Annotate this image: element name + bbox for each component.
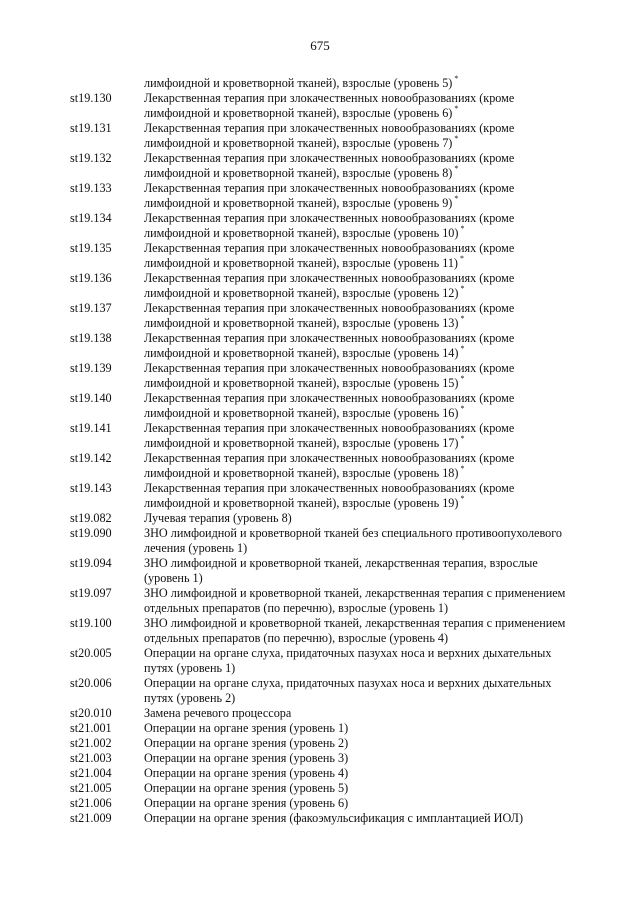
list-item: [70, 421, 600, 451]
list-item: [70, 121, 600, 151]
entry-description: [144, 151, 600, 181]
description-line: [144, 736, 600, 751]
list-item: [70, 211, 600, 241]
entry-description: [144, 421, 600, 451]
entry-description: [144, 526, 600, 556]
entry-description: [144, 361, 600, 391]
description-line-text: Операции на органе слуха, придаточных пазухах носа и верхних дыхательных: [144, 676, 552, 690]
description-line-text: путях (уровень 1): [144, 661, 236, 675]
entry-description: [144, 481, 600, 511]
description-line-text: лимфоидной и кроветворной тканей), взрослые (уровень 15): [144, 376, 459, 390]
description-line: [144, 196, 600, 211]
description-line-text: Лекарственная терапия при злокачественных новообразованиях (кроме: [144, 181, 515, 195]
description-line-text: лимфоидной и кроветворной тканей), взрослые (уровень 6): [144, 106, 453, 120]
entry-code: st19.131: [70, 121, 112, 135]
description-line-text: Операции на органе зрения (уровень 4): [144, 766, 349, 780]
description-line: [144, 541, 600, 556]
entry-description: [144, 586, 600, 616]
entry-description: [144, 781, 600, 796]
list-item: [70, 616, 600, 646]
list-item: [70, 151, 600, 181]
description-line: [144, 721, 600, 736]
list-item: [70, 586, 600, 616]
description-line-text: лимфоидной и кроветворной тканей), взрослые (уровень 13): [144, 316, 459, 330]
description-line: [144, 706, 600, 721]
description-line: [144, 151, 600, 166]
description-line-text: Операции на органе зрения (уровень 2): [144, 736, 349, 750]
entry-code: st19.139: [70, 361, 112, 375]
description-line-text: ЗНО лимфоидной и кроветворной тканей, лекарственная терапия с применением: [144, 586, 566, 600]
description-line-text: ЗНО лимфоидной и кроветворной тканей, лекарственная терапия с применением: [144, 616, 566, 630]
entry-code: st19.094: [70, 556, 112, 570]
description-line-text: ЗНО лимфоидной и кроветворной тканей без специального противоопухолевого: [144, 526, 563, 540]
description-line: [144, 376, 600, 391]
description-line: [144, 121, 600, 136]
list-item: [70, 526, 600, 556]
description-line: [144, 106, 600, 121]
description-line: [144, 91, 600, 106]
description-line-text: лимфоидной и кроветворной тканей), взрослые (уровень 7): [144, 136, 453, 150]
description-line: [144, 316, 600, 331]
list-item: [70, 556, 600, 586]
list-item: [70, 676, 600, 706]
description-line-text: лимфоидной и кроветворной тканей), взрослые (уровень 8): [144, 166, 453, 180]
entry-description: [144, 391, 600, 421]
list-item: [70, 301, 600, 331]
entry-code: [70, 76, 144, 91]
description-line: [144, 241, 600, 256]
footnote-mark: *: [460, 464, 465, 473]
description-line-text: Операции на органе зрения (уровень 5): [144, 781, 349, 795]
description-line-text: Лекарственная терапия при злокачественных новообразованиях (кроме: [144, 271, 515, 285]
description-line-text: Лекарственная терапия при злокачественных новообразованиях (кроме: [144, 481, 515, 495]
description-line: [144, 436, 600, 451]
footnote-mark: *: [454, 164, 459, 173]
list-item: [70, 181, 600, 211]
entry-code: st20.010: [70, 706, 112, 720]
description-line: [144, 811, 600, 826]
footnote-mark: *: [460, 494, 465, 503]
footnote-mark: *: [459, 254, 464, 263]
entry-code: st19.130: [70, 91, 112, 105]
description-line: [144, 271, 600, 286]
entry-description: [144, 766, 600, 781]
entry-code: st19.097: [70, 586, 112, 600]
list-item: [70, 391, 600, 421]
description-line: [144, 571, 600, 586]
footnote-mark: *: [460, 314, 465, 323]
description-line: [144, 331, 600, 346]
description-line: [144, 691, 600, 706]
description-line-text: лимфоидной и кроветворной тканей), взрослые (уровень 11): [144, 256, 458, 270]
description-line-text: Операции на органе зрения (уровень 1): [144, 721, 349, 735]
entry-description: [144, 646, 600, 676]
list-item: [70, 241, 600, 271]
list-item: [70, 811, 600, 826]
footnote-mark: *: [460, 374, 465, 383]
description-line-text: путях (уровень 2): [144, 691, 236, 705]
description-line-text: Лекарственная терапия при злокачественных новообразованиях (кроме: [144, 91, 515, 105]
entry-code: st21.006: [70, 796, 112, 810]
footnote-mark: *: [460, 434, 465, 443]
entry-description: [144, 451, 600, 481]
list-item: [70, 271, 600, 301]
entry-code: st19.143: [70, 481, 112, 495]
description-line: [144, 466, 600, 481]
description-line: [144, 586, 600, 601]
footnote-mark: *: [454, 194, 459, 203]
description-line: [144, 451, 600, 466]
entry-description: [144, 676, 600, 706]
entry-code: st20.005: [70, 646, 112, 660]
description-line-text: отдельных препаратов (по перечню), взрослые (уровень 1): [144, 601, 449, 615]
entry-description: [144, 241, 600, 271]
description-line: [144, 391, 600, 406]
entry-description: [144, 76, 600, 91]
description-line-text: лимфоидной и кроветворной тканей), взрослые (уровень 9): [144, 196, 453, 210]
entry-description: [144, 811, 600, 826]
entry-description: [144, 616, 600, 646]
entry-code: st19.132: [70, 151, 112, 165]
description-line-text: лимфоидной и кроветворной тканей), взрослые (уровень 16): [144, 406, 459, 420]
description-line-text: лечения (уровень 1): [144, 541, 248, 555]
description-line-text: Операции на органе зрения (уровень 3): [144, 751, 349, 765]
entry-code: st21.005: [70, 781, 112, 795]
description-line-text: Лекарственная терапия при злокачественных новообразованиях (кроме: [144, 151, 515, 165]
description-line: [144, 751, 600, 766]
description-line-text: ЗНО лимфоидной и кроветворной тканей, лекарственная терапия, взрослые: [144, 556, 538, 570]
footnote-mark: *: [454, 134, 459, 143]
description-line-text: Операции на органе зрения (уровень 6): [144, 796, 349, 810]
description-line: [144, 526, 600, 541]
description-line-text: Лекарственная терапия при злокачественных новообразованиях (кроме: [144, 421, 515, 435]
entry-code: st19.135: [70, 241, 112, 255]
entry-description: [144, 301, 600, 331]
description-line-text: Операции на органе зрения (факоэмульсификация с имплантацией ИОЛ): [144, 811, 524, 825]
description-line-text: лимфоидной и кроветворной тканей), взрослые (уровень 14): [144, 346, 459, 360]
entry-code: st19.142: [70, 451, 112, 465]
entry-description: [144, 211, 600, 241]
entry-code: st19.136: [70, 271, 112, 285]
description-line: [144, 646, 600, 661]
entry-code: st19.133: [70, 181, 112, 195]
entry-code: st19.140: [70, 391, 112, 405]
description-line-text: лимфоидной и кроветворной тканей), взрослые (уровень 17): [144, 436, 459, 450]
list-item: [70, 751, 600, 766]
footnote-mark: *: [460, 344, 465, 353]
description-line-text: (уровень 1): [144, 571, 203, 585]
entry-code: st19.082: [70, 511, 112, 525]
entry-description: [144, 721, 600, 736]
list-item: [70, 796, 600, 811]
description-line-text: Лекарственная терапия при злокачественных новообразованиях (кроме: [144, 241, 515, 255]
description-line: [144, 226, 600, 241]
entry-code: st19.134: [70, 211, 112, 225]
entry-code: st20.006: [70, 676, 112, 690]
entry-description: [144, 91, 600, 121]
description-line-text: Лекарственная терапия при злокачественных новообразованиях (кроме: [144, 451, 515, 465]
description-line-text: Лекарственная терапия при злокачественных новообразованиях (кроме: [144, 391, 515, 405]
entry-code: st19.137: [70, 301, 112, 315]
footnote-mark: *: [454, 104, 459, 113]
footnote-mark: *: [454, 74, 459, 83]
description-line-text: Лекарственная терапия при злокачественных новообразованиях (кроме: [144, 331, 515, 345]
description-line-text: лимфоидной и кроветворной тканей), взрослые (уровень 19): [144, 496, 459, 510]
entry-description: [144, 751, 600, 766]
entry-description: [144, 511, 600, 526]
description-line: [144, 556, 600, 571]
entry-code: st19.090: [70, 526, 112, 540]
description-line: [144, 766, 600, 781]
description-line-text: Замена речевого процессора: [144, 706, 292, 720]
description-line-text: Лекарственная терапия при злокачественных новообразованиях (кроме: [144, 121, 515, 135]
entry-list: [70, 76, 600, 826]
entry-description: [144, 736, 600, 751]
description-line: [144, 496, 600, 511]
description-line: [144, 616, 600, 631]
description-line: [144, 256, 600, 271]
entry-description: [144, 556, 600, 586]
list-item: [70, 331, 600, 361]
description-line-text: Операции на органе слуха, придаточных пазухах носа и верхних дыхательных: [144, 646, 552, 660]
list-item: [70, 706, 600, 721]
description-line-text: отдельных препаратов (по перечню), взрослые (уровень 4): [144, 631, 449, 645]
description-line: [144, 166, 600, 181]
entry-code: st21.009: [70, 811, 112, 825]
entry-description: [144, 796, 600, 811]
description-line: [144, 481, 600, 496]
list-item: [70, 781, 600, 796]
list-item: [70, 361, 600, 391]
continuation-entry: [70, 76, 600, 91]
footnote-mark: *: [460, 224, 465, 233]
entry-code: st21.003: [70, 751, 112, 765]
entry-code: st21.004: [70, 766, 112, 780]
description-line: [144, 361, 600, 376]
description-line-text: лимфоидной и кроветворной тканей), взрослые (уровень 10): [144, 226, 459, 240]
description-line: [144, 676, 600, 691]
description-line: [144, 796, 600, 811]
entry-description: [144, 706, 600, 721]
list-item: [70, 451, 600, 481]
entry-code: st19.138: [70, 331, 112, 345]
entry-description: [144, 181, 600, 211]
description-line: [144, 421, 600, 436]
footnote-mark: *: [460, 284, 465, 293]
entry-description: [144, 121, 600, 151]
description-line-text: Лекарственная терапия при злокачественных новообразованиях (кроме: [144, 301, 515, 315]
footnote-mark: *: [460, 404, 465, 413]
list-item: [70, 721, 600, 736]
entry-code: st21.001: [70, 721, 112, 735]
description-line: [144, 631, 600, 646]
description-line: [144, 406, 600, 421]
description-line-text: лимфоидной и кроветворной тканей), взрослые (уровень 18): [144, 466, 459, 480]
description-line-text: Лекарственная терапия при злокачественных новообразованиях (кроме: [144, 211, 515, 225]
list-item: [70, 766, 600, 781]
description-line: [144, 781, 600, 796]
description-line: [144, 661, 600, 676]
entry-description: [144, 271, 600, 301]
list-item: [70, 511, 600, 526]
entry-code: st19.100: [70, 616, 112, 630]
description-line: [144, 601, 600, 616]
description-line: [144, 511, 600, 526]
list-item: [70, 481, 600, 511]
description-line: [144, 136, 600, 151]
description-line: [144, 301, 600, 316]
description-line: [144, 181, 600, 196]
page-number: 675: [310, 38, 330, 53]
description-line: [144, 76, 600, 91]
description-line-text: лимфоидной и кроветворной тканей), взрослые (уровень 12): [144, 286, 459, 300]
list-item: [70, 91, 600, 121]
description-line: [144, 286, 600, 301]
entry-code: st21.002: [70, 736, 112, 750]
description-line-text: Лучевая терапия (уровень 8): [144, 511, 292, 525]
description-line-text: Лекарственная терапия при злокачественных новообразованиях (кроме: [144, 361, 515, 375]
description-line: [144, 211, 600, 226]
entries-root: [70, 91, 600, 826]
entry-description: [144, 331, 600, 361]
list-item: [70, 736, 600, 751]
list-item: [70, 646, 600, 676]
description-line-text: лимфоидной и кроветворной тканей), взрослые (уровень 5): [144, 76, 453, 90]
entry-code: st19.141: [70, 421, 112, 435]
description-line: [144, 346, 600, 361]
